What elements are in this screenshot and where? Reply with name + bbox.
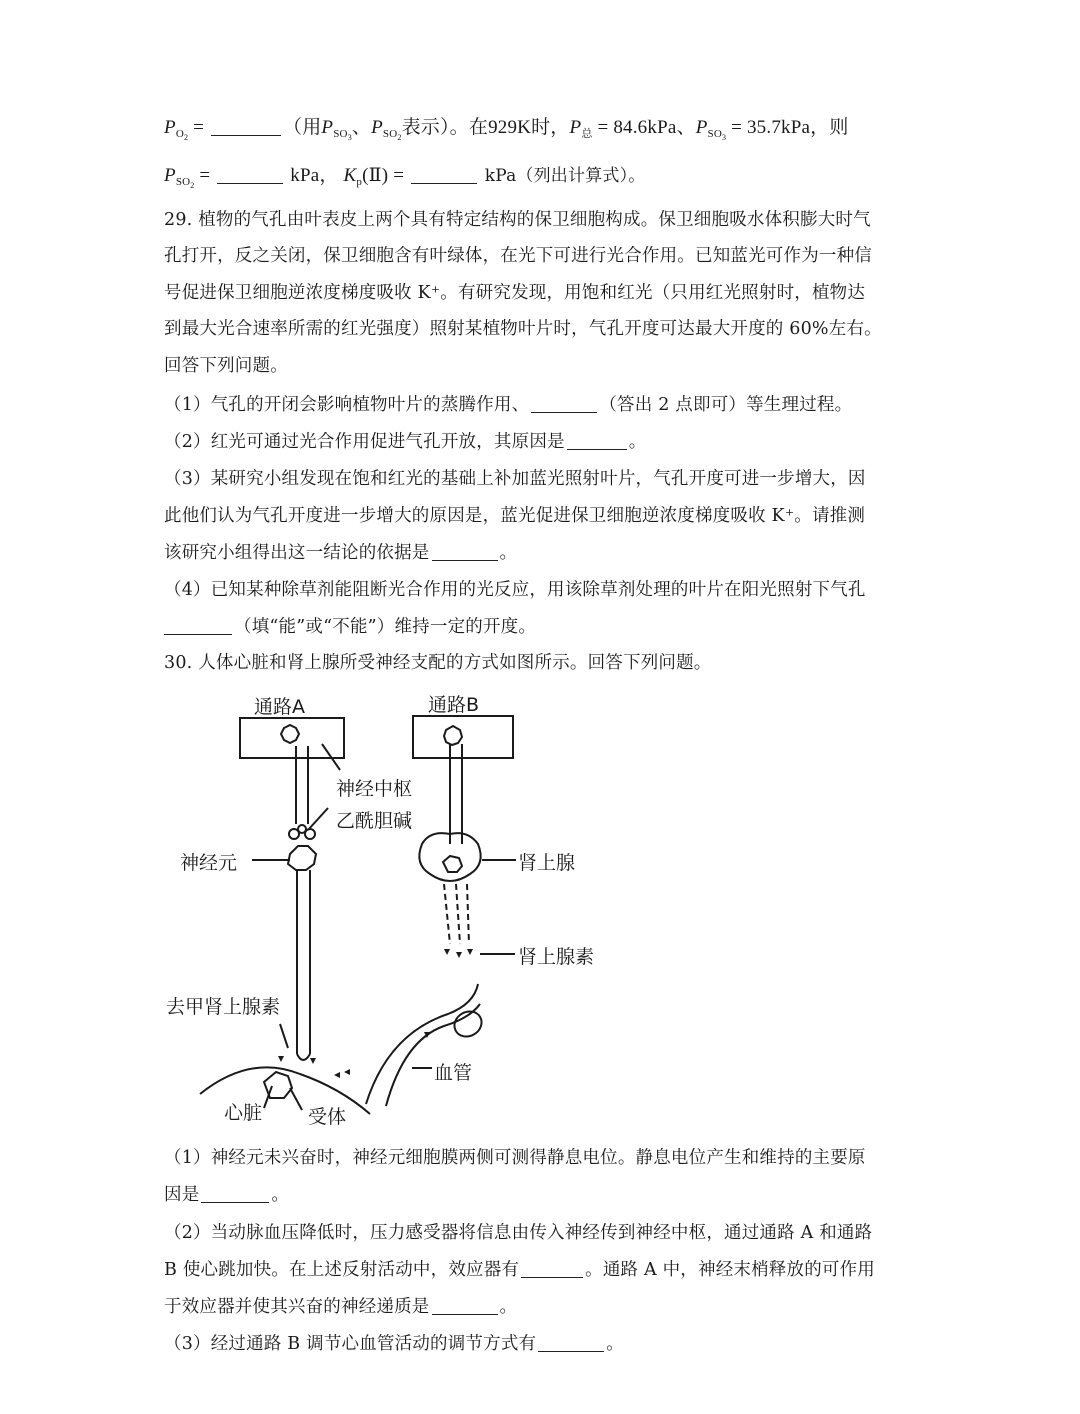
transmitter-molecule: [278, 1056, 284, 1062]
text: 该研究小组得出这一结论的依据是: [164, 543, 430, 563]
text: 于效应器并使其兴奋的神经递质是: [164, 1297, 430, 1317]
answer-blank[interactable]: [211, 117, 281, 136]
answer-blank[interactable]: [217, 165, 283, 184]
subsub: 3: [347, 133, 352, 142]
q29-sub4-line2: [164, 615, 536, 639]
q29-sub3-line3: [164, 541, 517, 565]
nerve-diagram: [160, 684, 640, 1134]
diagram-drawing: [160, 684, 640, 1134]
q29-sub1: [164, 393, 852, 417]
hormone-molecule: [344, 1069, 350, 1075]
answer-blank[interactable]: [531, 394, 597, 413]
symbol-p: P: [321, 117, 334, 138]
symbol-p: P: [164, 117, 176, 138]
value: = 35.7kPa，则: [726, 117, 849, 138]
sub: SO: [175, 176, 191, 188]
text: （填“能”或“不能”）维持一定的开度。: [234, 617, 537, 637]
value: = 84.6kPa、: [592, 117, 696, 138]
q30-sub2-line2: [164, 1258, 875, 1282]
nerve-center-neuron-a: [281, 725, 299, 743]
subsub: 3: [721, 133, 727, 142]
sub: SO: [382, 128, 398, 140]
hormone-molecule: [456, 952, 462, 958]
hormone-molecule: [444, 949, 450, 955]
text: （3）经过通路 B 调节心血管活动的调节方式有: [164, 1334, 537, 1354]
receptor-leader: [290, 1088, 302, 1110]
q29-stem-2: 孔打开，反之关闭，保卫细胞含有叶绿体，在光下可进行光合作用。已知蓝光可作为一种信: [164, 246, 872, 266]
q29-sub2: [164, 430, 646, 454]
blood-vessel-outer: [366, 984, 478, 1104]
text: 。: [499, 1297, 518, 1317]
nerve-center-neuron-b: [444, 726, 462, 745]
answer-blank[interactable]: [567, 431, 627, 450]
symbol-p: P: [569, 117, 582, 138]
q30-sub2-line1: （2）当动脉血压降低时，压力感受器将信息由传入神经传到神经中枢，通过通路 A 和通路: [164, 1223, 873, 1243]
label-path-a: 通路A: [254, 696, 305, 718]
eq: =: [188, 117, 209, 138]
sub: SO: [707, 128, 722, 140]
answer-blank[interactable]: [201, 1184, 269, 1203]
label-path-b: 通路B: [428, 694, 480, 716]
label-neuron: 神经元: [180, 852, 238, 874]
answer-blank[interactable]: [411, 165, 477, 184]
text: （用: [283, 117, 322, 138]
axon-terminal: [297, 1054, 310, 1060]
sub: p: [356, 176, 363, 188]
answer-blank[interactable]: [521, 1259, 583, 1278]
hormone-flow-arrow: [467, 884, 469, 944]
subsub: 2: [190, 181, 195, 190]
text: 。: [628, 432, 647, 452]
symbol-p: P: [371, 117, 383, 138]
hormone-flow-arrow: [444, 884, 450, 944]
text: (Ⅱ) =: [362, 165, 410, 186]
label-nerve-center: 神经中枢: [336, 778, 413, 800]
answer-blank[interactable]: [432, 542, 498, 561]
text: （1）气孔的开闭会影响植物叶片的蒸腾作用、: [164, 395, 530, 415]
q30-sub1-line1: （1）神经元未兴奋时，神经元细胞膜两侧可测得静息电位。静息电位产生和维持的主要原: [164, 1148, 866, 1168]
q29-sub3-line1: （3）某研究小组发现在饱和红光的基础上补加蓝光照射叶片，气孔开度可进一步增大，因: [164, 469, 866, 489]
label-heart: 心脏: [224, 1102, 263, 1124]
symbol-p: P: [695, 117, 708, 138]
q30-sub2-line3: [164, 1295, 517, 1319]
label-receptor: 受体: [308, 1106, 347, 1128]
subsub: 2: [397, 133, 402, 142]
text: （2）红光可通过光合作用促进气孔开放，其原因是: [164, 432, 565, 452]
label-acetylcholine: 乙酰胆碱: [336, 810, 413, 832]
q29-sub4-line1: （4）已知某种除草剂能阻断光合作用的光反应，用该除草剂处理的叶片在阳光照射下气孔: [164, 580, 866, 600]
hormone-flow-arrow: [456, 884, 460, 944]
sub: SO: [333, 128, 348, 140]
q30-stem: 30. 人体心脏和肾上腺所受神经支配的方式如图所示。回答下列问题。: [164, 653, 712, 673]
subsub: 2: [183, 133, 189, 142]
eq: =: [194, 165, 216, 186]
neuron-a2-body: [288, 846, 316, 870]
text: 。: [271, 1185, 290, 1205]
q29-sub3-line2: 此他们认为气孔开度进一步增大的原因是，蓝光促进保卫细胞逆浓度梯度吸收 K⁺。请推测: [164, 506, 866, 526]
text: B 使心跳加快。在上述反射活动中，效应器有: [164, 1260, 520, 1280]
symbol-p: P: [164, 165, 176, 186]
hormone-molecule: [334, 1072, 340, 1078]
noradrenaline-leader: [280, 1024, 288, 1048]
text: 。: [499, 543, 518, 563]
q30-sub1-line2: [164, 1183, 289, 1207]
q29-stem-1: 29. 植物的气孔由叶表皮上两个具有特定结构的保卫细胞构成。保卫细胞吸水体积膨大时气: [164, 210, 871, 230]
text: 因是: [164, 1185, 200, 1205]
text: 、: [351, 117, 372, 138]
formula-line-1: [164, 116, 849, 140]
label-adrenaline: 肾上腺素: [518, 946, 595, 968]
text: 。通路 A 中，神经末梢释放的可作用: [585, 1260, 875, 1280]
label-noradrenaline: 去甲肾上腺素: [166, 996, 281, 1018]
sub: 总: [581, 128, 593, 140]
q30-sub3: [164, 1332, 624, 1356]
answer-blank[interactable]: [538, 1333, 604, 1352]
label-blood-vessel: 血管: [434, 1062, 473, 1084]
text: 表示）。在929K时，: [401, 117, 570, 138]
adrenal-cell: [443, 856, 462, 872]
label-adrenal-gland: 肾上腺: [518, 852, 576, 874]
answer-blank[interactable]: [432, 1296, 498, 1315]
synapse-vesicle: [298, 825, 306, 833]
q29-stem-3: 号促进保卫细胞逆浓度梯度吸收 K⁺。有研究发现，用饱和红光（只用红光照射时，植物达: [164, 283, 866, 303]
unit: kPa，: [285, 165, 339, 186]
symbol-k: K: [343, 165, 357, 186]
formula-line-2: [164, 164, 646, 188]
hormone-molecule: [467, 949, 473, 955]
unit: kPa（列出计算式）。: [479, 166, 646, 186]
text: （答出 2 点即可）等生理过程。: [599, 395, 853, 415]
sub: O: [175, 128, 184, 140]
transmitter-molecule: [310, 1058, 316, 1064]
text: 。: [606, 1334, 624, 1354]
q29-stem-4: 到最大光合速率所需的红光强度）照射某植物叶片时，气孔开度可达最大开度的 60%左右。: [164, 319, 882, 339]
answer-blank[interactable]: [164, 616, 232, 635]
acetylcholine-leader: [308, 808, 328, 830]
q29-stem-5: 回答下列问题。: [164, 356, 288, 376]
